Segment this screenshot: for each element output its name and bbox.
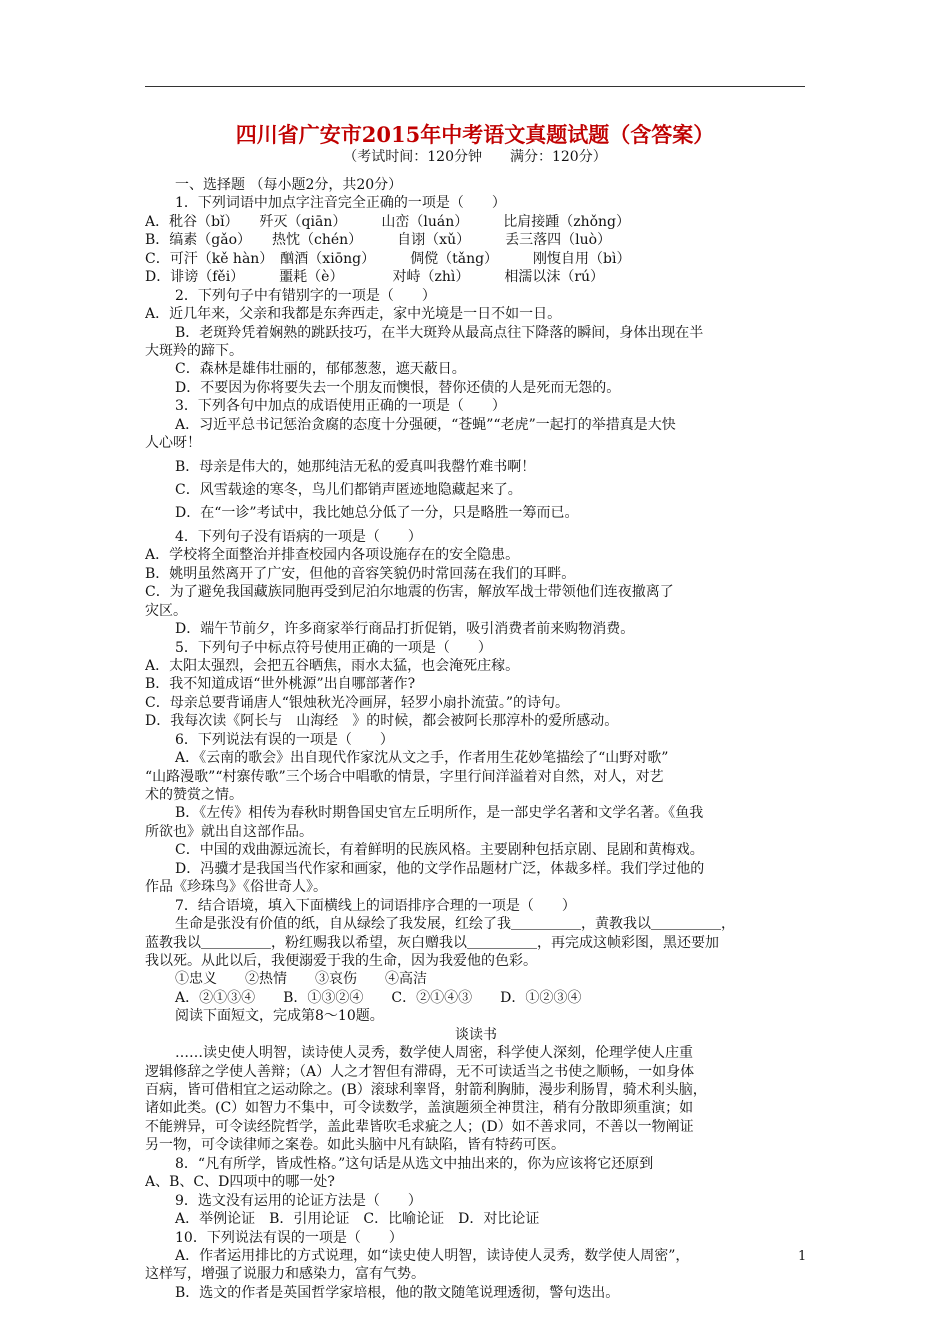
passage-title: 谈读书 (455, 1026, 497, 1043)
text-line: A．学校将全面整治并排查校园内各项设施存在的安全隐患。 (145, 547, 520, 564)
document-subtitle: （考试时间：120分钟 满分：120分） (343, 149, 607, 165)
text-line: D．在“一诊”考试中，我比她总分低了一分，只是略胜一筹而已。 (175, 505, 579, 522)
text-line: A．②①③④ B．①③②④ C．②①④③ D．①②③④ (175, 989, 582, 1006)
text-line: 不能辨异，可令读经院哲学，盖此辈皆吹毛求疵之人；(D）如不善求同，不善以一物阐证 (145, 1118, 694, 1135)
text-line: A、B、C、D四项中的哪一处? (145, 1174, 335, 1191)
text-line: D．我每次读《阿长与 山海经 》的时候，都会被阿长那淳朴的爱所感动。 (145, 713, 619, 730)
text-line: C．母亲总要背诵唐人“银烛秋光冷画屏，轻罗小扇扑流萤。”的诗句。 (145, 694, 570, 711)
text-line: 灾区。 (145, 602, 187, 619)
text-line: C．森林是雄伟壮丽的，郁郁葱葱，遮天蔽日。 (175, 361, 466, 378)
text-line: B．选文的作者是英国哲学家培根，他的散文随笔说理透彻，警句迭出。 (175, 1284, 620, 1301)
text-line: 10．下列说法有误的一项是（ ） (175, 1229, 403, 1246)
text-line: C．为了避免我国藏族同胞再受到尼泊尔地震的伤害，解放军战士带领他们连夜撤离了 (145, 584, 674, 601)
text-line: 术的赞赏之情。 (145, 787, 243, 803)
text-line: 5．下列句子中标点符号使用正确的一项是（ ） (175, 639, 492, 656)
text-line: 这样写，增强了说服力和感染力，富有气势。 (145, 1266, 425, 1283)
text-line: 一、选择题 （每小题2分，共20分） (175, 177, 403, 193)
text-line: B．我不知道成语“世外桃源”出自哪部著作? (145, 676, 416, 693)
text-line: 9．选文没有运用的论证方法是（ ） (175, 1192, 422, 1209)
text-line: 8．“凡有所学，皆成性格。”这句话是从选文中抽出来的，你为应该将它还原到 (175, 1155, 654, 1172)
text-line: C．风雪载途的寒冬，鸟儿们都销声匿迹地隐藏起来了。 (175, 482, 522, 498)
text-line: B．母亲是伟大的，她那纯洁无私的爱真叫我罄竹难书啊！ (175, 458, 536, 475)
text-line: B．老斑羚凭着娴熟的跳跃技巧，在半大斑羚从最高点往下降落的瞬间，身体出现在半 (175, 324, 704, 341)
text-line: A．作者运用排比的方式说理，如“读史使人明智，读诗使人灵秀，数学使人周密”， (175, 1247, 690, 1264)
text-line: A．习近平总书记惩治贪腐的态度十分强硬，“苍蝇”“老虎”一起打的举措真是大快 (175, 416, 676, 433)
text-line: 我以死。从此以后，我便溺爱于我的生命，因为我爱他的色彩。 (145, 952, 537, 969)
document-title: 四川省广安市2015年中考语文真题试题（含答案） (235, 122, 715, 147)
text-line: D．诽谤（fěi） 噩耗（è） 对峙（zhì） 相濡以沫（rú） (145, 269, 605, 286)
text-line: 作品《珍珠鸟》《俗世奇人》。 (145, 879, 327, 896)
text-line: 人心呀！ (145, 435, 201, 452)
text-line: B．《左传》相传为春秋时期鲁国史官左丘明所作，是一部史学名著和文学名著。《鱼我 (175, 805, 704, 822)
text-line: ①忠义 ②热情 ③哀伤 ④高洁 (175, 971, 427, 988)
text-line: B．姚明虽然离开了广安，但他的音容笑貌仍时常回荡在我们的耳畔。 (145, 565, 576, 582)
text-line: A．秕谷（bǐ） 歼灭（qiān） 山峦（luán） 比肩接踵（zhǒng） (145, 213, 631, 230)
text-line: A．举例论证 B．引用论证 C．比喻论证 D．对比论证 (175, 1211, 540, 1228)
text-line: 百病，皆可借相宜之运动除之。(B）滚球利睾肾，射箭利胸肺，漫步利肠胃，骑术利头脑， (145, 1082, 707, 1098)
text-line: 6．下列说法有误的一项是（ ） (175, 731, 394, 748)
text-line: A．太阳太强烈，会把五谷晒焦，雨水太猛，也会淹死庄稼。 (145, 657, 520, 674)
text-line: 另一物，可令读律师之案卷。如此头脑中凡有缺陷，皆有特药可医。 (145, 1137, 565, 1154)
text-line: A．《云南的歌会》出自现代作家沈从文之手，作者用生花妙笔描绘了“山野对歌” (175, 750, 669, 767)
text-line: D．不要因为你将要失去一个朋友而懊恨，替你还债的人是死而无怨的。 (175, 379, 621, 396)
text-line: 1．下列词语中加点字注音完全正确的一项是（ ） (175, 195, 506, 212)
text-line: 4．下列句子没有语病的一项是（ ） (175, 528, 422, 545)
text-line: C．中国的戏曲源远流长，有着鲜明的民族风格。主要剧种包括京剧、昆剧和黄梅戏。 (175, 842, 704, 859)
text-line: 所欲也》就出自这部作品。 (145, 823, 313, 840)
text-line: 2．下列句子中有错别字的一项是（ ） (175, 287, 436, 304)
text-line: 生命是张没有价值的纸，自从绿绘了我发展，红绘了我＿＿＿＿＿，黄教我以＿＿＿＿＿， (175, 916, 735, 933)
document-body (145, 176, 807, 1302)
text-line: 诸如此类。(C）如智力不集中，可令读数学，盖演题须全神贯注，稍有分散即须重演；如 (145, 1100, 694, 1117)
text-line: B．缟素（gǎo） 热忱（chén） 自诩（xǔ） 丢三落四（luò） (145, 232, 612, 249)
text-line: 逻辑修辞之学使人善辩；（A）人之才智但有滞碍，无不可读适当之书使之顺畅，一如身体 (145, 1063, 695, 1080)
page-number: 1 (798, 1249, 807, 1264)
text-line: D．冯骥才是我国当代作家和画家，他的文学作品题材广泛，体裁多样。我们学过他的 (175, 860, 705, 877)
text-line: 7．结合语境，填入下面横线上的词语排序合理的一项是（ ） (175, 897, 576, 914)
text-line: 3．下列各句中加点的成语使用正确的一项是（ ） (175, 398, 506, 415)
text-line: 大斑羚的蹄下。 (145, 342, 243, 359)
text-line: C．可汗（kě hàn） 酗酒（xiōng） 倜傥（tǎng） 刚愎自用（bì） (145, 250, 631, 267)
text-line: 阅读下面短文，完成第8～10题。 (175, 1008, 384, 1025)
text-line: 蓝教我以＿＿＿＿＿，粉红赐我以希望，灰白赠我以＿＿＿＿＿，再完成这帧彩图，黑还要加 (145, 934, 719, 951)
text-line: “山路漫歌”“村寨传歌”三个场合中唱歌的情景，字里行间洋溢着对自然，对人，对艺 (145, 768, 664, 785)
text-line: D．端午节前夕，许多商家举行商品打折促销，吸引消费者前来购物消费。 (175, 621, 635, 638)
text-line: ……读史使人明智，读诗使人灵秀，数学使人周密，科学使人深刻，伦理学使人庄重 (175, 1045, 693, 1062)
header-rule (145, 86, 805, 87)
text-line: A．近几年来，父亲和我都是东奔西走，家中光境是一日不如一日。 (145, 306, 562, 323)
